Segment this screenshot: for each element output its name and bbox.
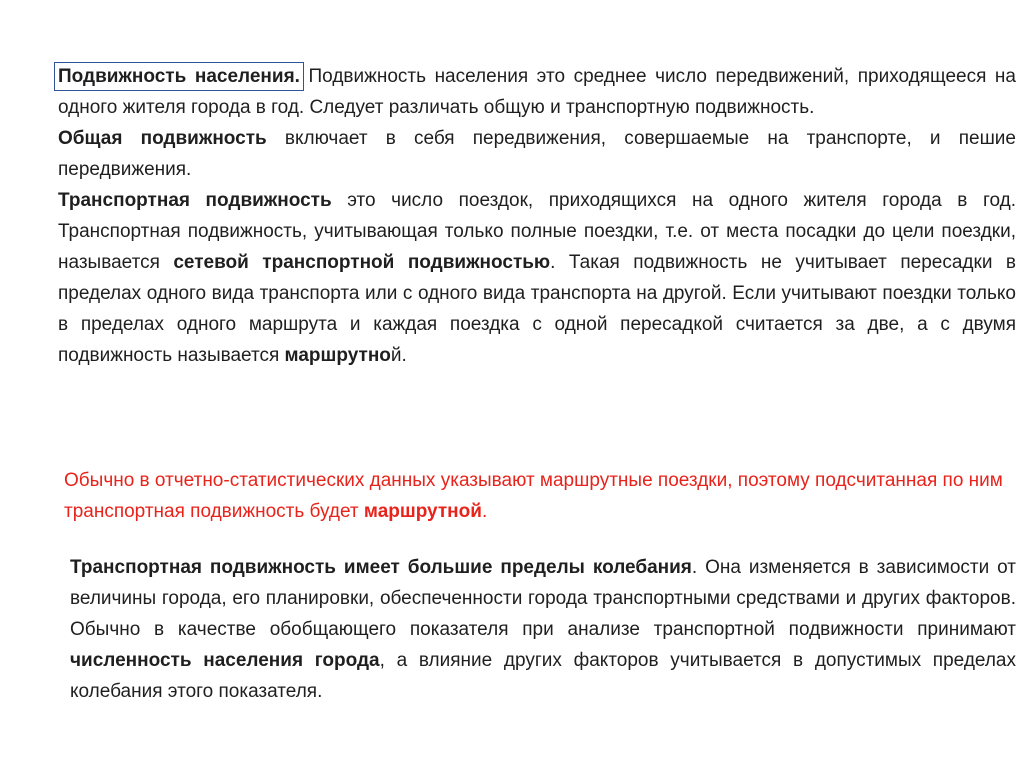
highlight-text-block [64, 465, 1004, 527]
term-route: маршрутной [363, 501, 482, 522]
term-population-mobility: Подвижность населения. [58, 66, 300, 87]
main-text-block [58, 61, 1016, 371]
term-network-mobility: сетевой транспортной подвижностью [173, 252, 551, 273]
paragraph-mobility-definition [58, 61, 1016, 123]
term-general-mobility: Общая подвижность [58, 128, 267, 149]
text-statistics-end: . [481, 501, 488, 522]
term-population-size: численность населения города [70, 650, 380, 671]
text-transport-mobility-c: й. [390, 345, 407, 366]
text-statistics-note: Обычно в отчетно-статистических данных указывают маршрутные поездки, поэтому подсчитанная по ним транспортная подвижность будет [64, 470, 1003, 522]
term-variation: Транспортная подвижность имеет большие пределы колебания [70, 557, 692, 578]
bottom-text-block [70, 552, 1016, 707]
paragraph-general-mobility [58, 123, 1016, 185]
text-transport-mobility-b: . Такая подвижность не учитывает пересадки в пределах одного вида транспорта или с одного вида транспорта на другой. Если учитывают поездки только в пределах одного маршрута и каждая поездка с одной пересадкой считается за две, а с двумя подвижность называется [58, 252, 1017, 366]
text-transport-mobility-a: это число поездок, приходящихся на одного жителя города в год. Транспортная подвижность, учитывающая только полные поездки, т.е. от места посадки до цели поездки, называется [58, 190, 1016, 273]
term-transport-mobility: Транспортная подвижность [58, 190, 332, 211]
paragraph-variation [70, 552, 1016, 707]
paragraph-statistics-note [64, 465, 1004, 527]
paragraph-transport-mobility [58, 185, 1016, 371]
text-population-mobility: Подвижность населения это среднее число передвижений, приходящееся на одного жителя города в год. Следует различать общую и транспортную подвижность. [58, 66, 1016, 118]
text-variation-a: . Она изменяется в зависимости от величины города, его планировки, обеспеченности города транспортными средствами и других факторов. Обычно в качестве обобщающего показателя при анализе транспортной подвижности принимают [70, 557, 1016, 640]
text-general-mobility: включает в себя передвижения, совершаемые на транспорте, и пешие передвижения. [58, 128, 1016, 180]
text-variation-b: , а влияние других факторов учитывается в допустимых пределах колебания этого показателя. [70, 650, 1016, 702]
term-route-mobility: маршрутно [284, 345, 391, 366]
